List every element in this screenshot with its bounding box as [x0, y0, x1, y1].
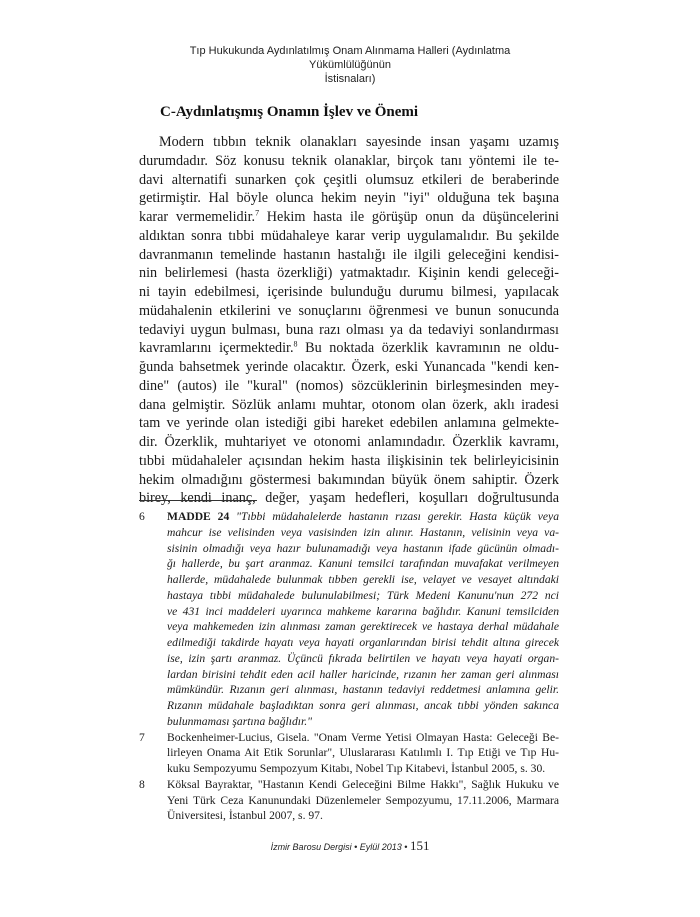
footnote-line: hastaya tıbbi müdahalede bulunulabilmesi; Türk Medeni Kanunu'nun 272 nci [167, 588, 559, 602]
body-line-segment: Bu noktada özerklik kavramının ne oldu- [297, 340, 559, 357]
running-header-line-1: Tıp Hukukunda Aydınlatılmış Onam Alınmama Halleri (Aydınlatma Yükümlülüğünün [189, 45, 511, 71]
footnote-7 [139, 730, 559, 777]
body-line: ğunda bahsetmek yerinde olacaktır. Özerk, eski Yunancada "kendi ken- [139, 359, 559, 375]
body-line: dana gelmiştir. Sözlük anlamı muhtar, otonom olan özerk, aklı iradesi [139, 396, 559, 413]
footnotes [139, 509, 559, 824]
footnote-line: lirleyen Onama Ait Etik Sorunlar", Uluslararası Katılımlı I. Tıp Etiği ve Tıp Hu- [167, 746, 559, 760]
body-line: birey, kendi inanç, değer, yaşam hedefleri, koşulları doğrultusunda [139, 490, 559, 507]
body-line-with-footnote-ref [139, 208, 559, 227]
footnote-line: Köksal Bayraktar, "Hastanın Kendi Geleceğini Bilme Hakkı", Sağlık Hukuku ve [167, 777, 559, 791]
running-header-line-2: İstisnaları) [324, 73, 376, 85]
footnote-line: kuku Sempozyumu Sempozyum Kitabı, Nobel Tıp Kitabevi, İstanbul 2005, s. 30. [167, 762, 546, 775]
footnote-line: edilmediği takdirde hayatı veya hayati organlarından birisi tehdit altına girecek [167, 636, 559, 649]
body-line: hekim olmadığını göstermesi bakımından büyük önem sahiptir. Özerk [139, 471, 559, 488]
footnote-lead: MADDE 24 [167, 510, 230, 523]
footnote-line: Üniversitesi, İstanbul 2007, s. 97. [167, 809, 323, 823]
footnote-line: hallerde, müdahalede bulunmak tıbben gerekli ise, velayet ve vesayet altındaki [167, 573, 559, 586]
body-line: dine" (autos) ile "kural" (nomos) sözcüklerinin birleşmesinden mey- [139, 377, 559, 394]
body-line: davranmanın temelinde hastanın hastalığı ile ilgili geleceğini kendisi- [139, 246, 559, 263]
footnote-number: 6 [139, 510, 145, 523]
body-line-segment: Hekim hasta ile görüşüp onun da düşüncelerini [259, 209, 559, 225]
running-header [150, 44, 550, 86]
body-line: tedaviyi uygun bulması, buna razı olması ya da tedaviyi sonlandırması [139, 321, 559, 338]
body-line: müdahalenin etkilerini ve sonuçlarını öğrenmesi ve bunun sonucunda [139, 302, 559, 319]
footnote-line-segment: "Tıbbi müdahalelerde hastanın rızası gerekir. Hasta küçük veya [229, 510, 559, 523]
body-line-segment: kavramlarını içermektedir. [139, 340, 294, 357]
page-footer [0, 838, 700, 854]
footnote-line: veya mahkemeden izin alınması zaman gerektirecek ve hastaya derhal müdahale [167, 620, 559, 634]
body-line: tam ve yerinde olan istediği gibi hareket edebilen anlamına gelmekte- [139, 415, 559, 432]
body-line: dir. Özerklik, muhtariyet ve otonomi anlamındadır. Özerklik kavramı, [139, 434, 559, 450]
footnote-line: Rızanın müdahale başladıktan sonra geri alınması, ancak tıbbi yönden sakınca [167, 699, 559, 712]
body-line: ni tayin edebilmesi, içerisinde bulunduğu durumu bilmesi, yapılacak [139, 284, 559, 300]
page-number: 151 [409, 838, 430, 853]
footnote-line: Yeni Türk Ceza Kanunundaki Düzenlemeler Sempozyumu, 17.11.2006, Marmara [167, 793, 559, 807]
footnote-line: Bockenheimer-Lucius, Gisela. "Onam Verme Yetisi Olmayan Hasta: Geleceği Be- [167, 730, 559, 744]
footnote-line [167, 509, 559, 525]
body-line-with-footnote-ref [139, 339, 559, 358]
body-line: getirmiştir. Hal böyle olunca hekim neyin "iyi" olduğuna tek başına [139, 190, 559, 207]
body-paragraph [139, 133, 559, 508]
footnote-line: mahcur ise velisinden veya vasisinden izin alınır. Hastanın, velisinin veya va- [167, 525, 559, 539]
footnote-line: bulunmaması şartına bağlıdır." [167, 714, 312, 728]
footnote-line: ğı hallerde, bu şart aranmaz. Kanuni temsilci tarafından muvafakat verilmeyen [167, 557, 559, 571]
body-line-segment: karar vermemelidir. [139, 209, 256, 225]
section-heading: C-Aydınlatışmış Onamın İşlev ve Önemi [160, 104, 419, 120]
body-line: nin belirlemesi (hasta özerkliği) yatmaktadır. Kişinin kendi geleceği- [139, 265, 559, 282]
footnote-6 [139, 509, 559, 730]
body-line: Modern tıbbın teknik olanakları sayesinde insan yaşamı uzamış [159, 134, 559, 150]
footnote-line: lardan birisini tehdit eden acil haller haricinde, rızanın her zaman geri alınması [167, 667, 559, 681]
footnote-ref-7[interactable]: 7 [255, 208, 260, 218]
journal-name: İzmir Barosu Dergisi • Eylül 2013 • [270, 842, 408, 852]
footnote-line: ve 431 inci maddeleri uyarınca mahkeme kararına bağlıdır. Kanuni temsilciden [167, 604, 559, 618]
body-line: davi alternatifi sunarken çok çeşitli olumsuz etkileri de beraberinde [139, 171, 559, 188]
footnote-line: sisinin olmadığı veya hazır bulunamadığı veya hastanın ifade gücünün olmadı- [167, 541, 559, 555]
footnote-8 [139, 777, 559, 824]
footnote-ref-8[interactable]: 8 [293, 339, 298, 349]
footnote-number: 7 [139, 730, 145, 744]
body-line: durumdadır. Söz konusu teknik olanaklar, birçok tanı yöntemi ile te- [139, 152, 559, 169]
body-line: aldıktan sonra tıbbi müdahaleye karar verip uygulamalıdır. Bu şekilde [139, 227, 559, 244]
footnote-divider [139, 500, 257, 501]
footnote-line: mümkündür. Rızanın geri alınması, hastanın tedaviyi reddetmesi anlamına gelir. [167, 683, 559, 697]
body-line: tıbbi müdahaleler açısından hekim hasta ilişkisinin tek belirleyicisinin [139, 452, 559, 469]
footnote-number: 8 [139, 777, 145, 791]
footnote-line: ise, izin şartı aranmaz. Üçüncü fıkrada belirtilen ve hayatı veya hayati organ- [167, 651, 559, 665]
